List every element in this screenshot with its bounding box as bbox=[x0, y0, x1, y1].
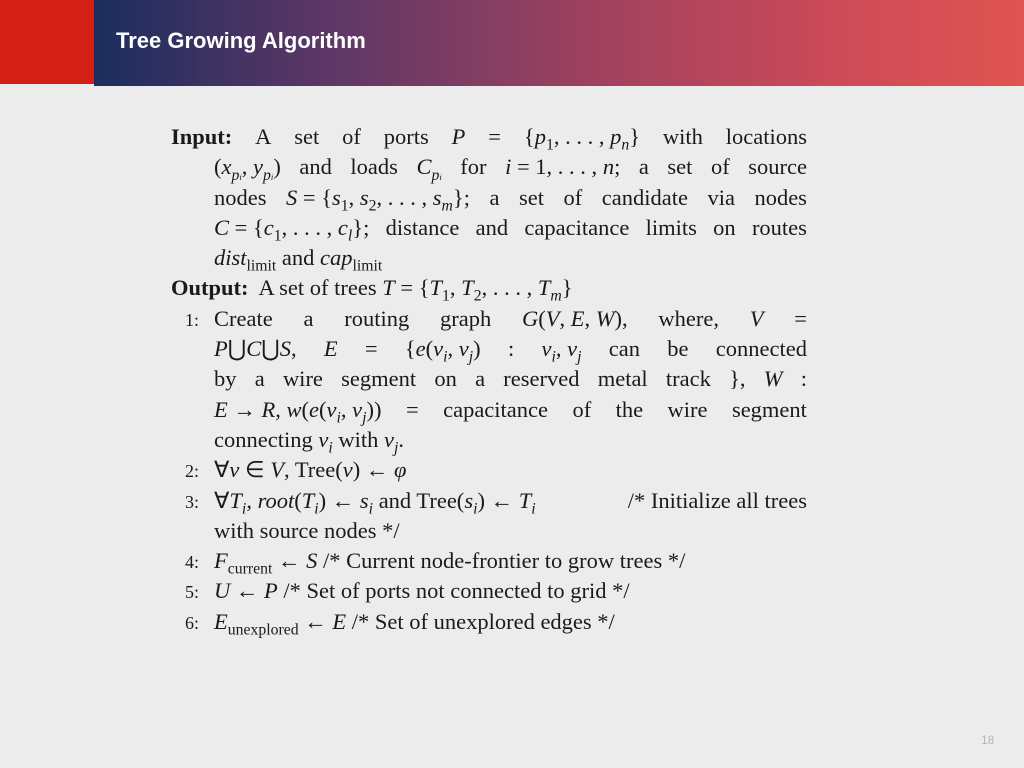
step-4-comment: /* Current node-frontier to grow trees */ bbox=[322, 548, 686, 574]
step-number: 5: bbox=[185, 582, 200, 603]
output-label: Output: bbox=[171, 275, 249, 301]
algorithm-block bbox=[171, 122, 807, 637]
page-number: 18 bbox=[981, 733, 995, 747]
slide-title: Tree Growing Algorithm bbox=[116, 28, 366, 53]
input-line-2: ($x_{pi}$, $y_{pi}$) and loads $C_{pi}$ for i = 1, . . . , n; a set of source bbox=[214, 154, 807, 184]
input-label: Input: bbox=[171, 124, 233, 149]
step-1-line-3: by a wire segment on a reserved metal track }, W : bbox=[214, 366, 807, 392]
step-4: 4: $F_{current}$ ← S /* Current node-frontier to grow trees */ bbox=[185, 548, 686, 578]
step-3: 3: $\forall T_i$, $root(T_i)$ ← $s_i$ and $Tree(s_i)$ ← $T_i$ /* Initialize all trees bbox=[185, 487, 807, 518]
step-1: 1: Create a routing graph G(V, E, W), where, V = bbox=[171, 304, 807, 334]
step-number: 4: bbox=[185, 552, 200, 573]
input-line-3: nodes $S = \{s_1$, $s_2$, . . . , $s_m$}; a set of candidate via nodes bbox=[214, 184, 807, 215]
input-line-5: dist$_{limit}$ and cap$_{limit}$ bbox=[214, 245, 383, 275]
step-6: 6: $E_{unexplored}$ ← E /* Set of unexplored edges */ bbox=[185, 608, 615, 639]
output-text: A set of trees bbox=[258, 275, 377, 301]
step-3-comment-cont: with source nodes */ bbox=[214, 517, 400, 543]
step-1-line-5: connecting $v_i$ with $v_j$. bbox=[214, 426, 405, 457]
step-3-comment: /* Initialize all trees bbox=[627, 487, 807, 513]
step-3-line-2 bbox=[171, 516, 807, 546]
input-line-4: $C = \{c_1$, . . . , $c_l$}; distance and capacitance limits on routes bbox=[214, 214, 807, 245]
step-2: 2: ∀v ∈ V, Tree(v) ← φ bbox=[171, 455, 807, 485]
step-6-comment: /* Set of unexplored edges */ bbox=[351, 608, 615, 634]
step-1-line-2: P⋃C⋃S, E = {$e(v_i$, $v_j$) : $v_i$, $v_j$ can be connected bbox=[214, 336, 807, 366]
slide-header bbox=[0, 0, 1024, 86]
step-number: 3: bbox=[185, 491, 200, 512]
step-number: 6: bbox=[185, 612, 200, 633]
header-accent-block bbox=[0, 0, 94, 84]
step-1-line-4: E → R, $w(e(v_i$, $v_j$)) = capacitance of the wire segment bbox=[214, 396, 807, 427]
step-number: 2: bbox=[185, 461, 200, 482]
step-5: 5: U ← P /* Set of ports not connected to grid */ bbox=[171, 576, 807, 606]
step-number: 1: bbox=[185, 309, 200, 330]
output-line: Output: A set of trees $T = \{T_1$, $T_2$, . . . , $T_m$} bbox=[171, 275, 573, 305]
step-5-comment: /* Set of ports not connected to grid */ bbox=[283, 578, 630, 604]
input-line-1: Input: A set of ports P = {$p_1$, . . . , $p_n$} with locations bbox=[171, 124, 807, 154]
